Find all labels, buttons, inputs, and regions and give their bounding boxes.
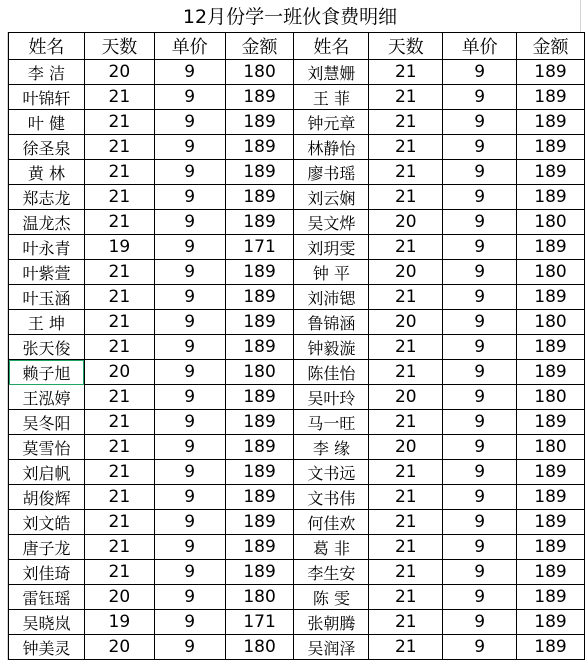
name-cell[interactable]: 陈 雯	[294, 585, 369, 610]
unit-price-cell[interactable]: 9	[443, 85, 517, 110]
days-cell[interactable]: 21	[369, 185, 443, 210]
unit-price-cell[interactable]: 9	[443, 135, 517, 160]
unit-price-cell[interactable]: 9	[443, 485, 517, 510]
amount-cell[interactable]: 189	[225, 460, 294, 485]
unit-price-cell[interactable]: 9	[443, 535, 517, 560]
amount-cell[interactable]: 189	[225, 510, 294, 535]
days-cell[interactable]: 20	[369, 260, 443, 285]
name-cell[interactable]: 叶永青	[9, 235, 85, 260]
days-cell[interactable]: 21	[84, 510, 154, 535]
amount-cell[interactable]: 189	[517, 410, 585, 435]
unit-price-cell[interactable]: 9	[154, 435, 225, 460]
name-cell[interactable]: 刘慧姗	[294, 60, 369, 85]
amount-cell[interactable]: 189	[225, 335, 294, 360]
days-cell[interactable]: 21	[369, 635, 443, 660]
unit-price-cell[interactable]: 9	[154, 635, 225, 660]
days-cell[interactable]: 21	[84, 135, 154, 160]
table-body	[9, 33, 585, 660]
unit-price-cell[interactable]: 9	[154, 235, 225, 260]
name-cell[interactable]: 李 缘	[294, 435, 369, 460]
table-row	[9, 585, 585, 610]
amount-cell[interactable]: 180	[517, 435, 585, 460]
column-header[interactable]: 金额	[517, 33, 585, 60]
sheet-title[interactable]: 12月份学一班伙食费明细	[0, 0, 581, 32]
table-row	[9, 285, 585, 310]
days-cell[interactable]: 21	[369, 235, 443, 260]
table-row	[9, 560, 585, 585]
name-cell[interactable]: 鲁锦涵	[294, 310, 369, 335]
name-cell[interactable]: 刘沛锶	[294, 285, 369, 310]
amount-cell[interactable]: 189	[517, 485, 585, 510]
column-header[interactable]: 天数	[84, 33, 154, 60]
unit-price-cell[interactable]: 9	[154, 110, 225, 135]
name-cell[interactable]: 廖书瑶	[294, 160, 369, 185]
unit-price-cell[interactable]: 9	[154, 60, 225, 85]
name-cell[interactable]: 莫雪怡	[9, 435, 85, 460]
name-cell[interactable]: 刘文皓	[9, 510, 85, 535]
amount-cell[interactable]: 171	[225, 235, 294, 260]
table-row	[9, 85, 585, 110]
amount-cell[interactable]: 189	[517, 360, 585, 385]
amount-cell[interactable]: 189	[225, 260, 294, 285]
amount-cell[interactable]: 189	[517, 635, 585, 660]
name-cell[interactable]: 叶玉涵	[9, 285, 85, 310]
days-cell[interactable]: 21	[84, 410, 154, 435]
table-row	[9, 60, 585, 85]
days-cell[interactable]: 21	[84, 560, 154, 585]
days-cell[interactable]: 20	[84, 635, 154, 660]
meal-fee-table	[8, 32, 585, 660]
days-cell[interactable]: 21	[84, 335, 154, 360]
unit-price-cell[interactable]: 9	[443, 360, 517, 385]
table-row	[9, 185, 585, 210]
table-row	[9, 260, 585, 285]
amount-cell[interactable]: 189	[225, 210, 294, 235]
days-cell[interactable]: 21	[369, 135, 443, 160]
days-cell[interactable]: 21	[84, 85, 154, 110]
name-cell[interactable]: 刘玥雯	[294, 235, 369, 260]
amount-cell[interactable]: 189	[517, 160, 585, 185]
unit-price-cell[interactable]: 9	[443, 285, 517, 310]
name-cell[interactable]: 王 坤	[9, 310, 85, 335]
unit-price-cell[interactable]: 9	[154, 585, 225, 610]
amount-cell[interactable]: 189	[517, 460, 585, 485]
days-cell[interactable]: 21	[369, 110, 443, 135]
unit-price-cell[interactable]: 9	[443, 60, 517, 85]
amount-cell[interactable]: 189	[517, 585, 585, 610]
table-row	[9, 210, 585, 235]
name-cell[interactable]: 文书伟	[294, 485, 369, 510]
unit-price-cell[interactable]: 9	[443, 160, 517, 185]
amount-cell[interactable]: 189	[517, 610, 585, 635]
days-cell[interactable]: 21	[84, 210, 154, 235]
name-cell[interactable]: 唐子龙	[9, 535, 85, 560]
amount-cell[interactable]: 189	[517, 335, 585, 360]
days-cell[interactable]: 21	[84, 160, 154, 185]
name-cell[interactable]: 钟毅漩	[294, 335, 369, 360]
days-cell[interactable]: 21	[369, 535, 443, 560]
days-cell[interactable]: 21	[369, 610, 443, 635]
name-cell[interactable]: 吴晓岚	[9, 610, 85, 635]
name-cell[interactable]: 刘云娴	[294, 185, 369, 210]
table-row	[9, 235, 585, 260]
days-cell[interactable]: 21	[369, 160, 443, 185]
table-row	[9, 310, 585, 335]
unit-price-cell[interactable]: 9	[154, 310, 225, 335]
name-cell[interactable]: 刘佳琦	[9, 560, 85, 585]
unit-price-cell[interactable]: 9	[443, 110, 517, 135]
days-cell[interactable]: 21	[84, 535, 154, 560]
unit-price-cell[interactable]: 9	[154, 485, 225, 510]
unit-price-cell[interactable]: 9	[154, 460, 225, 485]
name-cell[interactable]: 陈佳怡	[294, 360, 369, 385]
column-header[interactable]: 姓名	[294, 33, 369, 60]
row-header-gap	[0, 32, 8, 660]
name-cell[interactable]: 叶 健	[9, 110, 85, 135]
unit-price-cell[interactable]: 9	[443, 310, 517, 335]
column-header[interactable]: 单价	[154, 33, 225, 60]
days-cell[interactable]: 21	[369, 360, 443, 385]
unit-price-cell[interactable]: 9	[154, 85, 225, 110]
unit-price-cell[interactable]: 9	[443, 560, 517, 585]
table-row	[9, 410, 585, 435]
days-cell[interactable]: 19	[84, 235, 154, 260]
unit-price-cell[interactable]: 9	[154, 560, 225, 585]
table-row	[9, 135, 585, 160]
amount-cell[interactable]: 189	[225, 560, 294, 585]
unit-price-cell[interactable]: 9	[443, 435, 517, 460]
amount-cell[interactable]: 180	[517, 260, 585, 285]
days-cell[interactable]: 21	[84, 185, 154, 210]
amount-cell[interactable]: 180	[517, 210, 585, 235]
column-header[interactable]: 姓名	[9, 33, 85, 60]
column-header[interactable]: 单价	[443, 33, 517, 60]
amount-cell[interactable]: 171	[225, 610, 294, 635]
table-row	[9, 360, 585, 385]
days-cell[interactable]: 20	[369, 210, 443, 235]
name-cell[interactable]: 张天俊	[9, 335, 85, 360]
days-cell[interactable]: 21	[84, 460, 154, 485]
amount-cell[interactable]: 189	[225, 410, 294, 435]
unit-price-cell[interactable]: 9	[443, 635, 517, 660]
table-row	[9, 435, 585, 460]
amount-cell[interactable]: 189	[517, 110, 585, 135]
days-cell[interactable]: 21	[369, 485, 443, 510]
days-cell[interactable]: 20	[84, 585, 154, 610]
name-cell[interactable]: 吴润泽	[294, 635, 369, 660]
column-header[interactable]: 金额	[225, 33, 294, 60]
amount-cell[interactable]: 180	[225, 585, 294, 610]
name-cell[interactable]: 文书远	[294, 460, 369, 485]
table-row	[9, 385, 585, 410]
name-cell[interactable]: 钟元章	[294, 110, 369, 135]
days-cell[interactable]: 20	[84, 360, 154, 385]
amount-cell[interactable]: 180	[225, 635, 294, 660]
table-row	[9, 460, 585, 485]
days-cell[interactable]: 20	[84, 60, 154, 85]
name-cell[interactable]: 徐圣泉	[9, 135, 85, 160]
name-cell[interactable]: 王 菲	[294, 85, 369, 110]
unit-price-cell[interactable]: 9	[154, 385, 225, 410]
amount-cell[interactable]: 189	[225, 160, 294, 185]
unit-price-cell[interactable]: 9	[154, 210, 225, 235]
amount-cell[interactable]: 189	[517, 285, 585, 310]
amount-cell[interactable]: 189	[517, 185, 585, 210]
amount-cell[interactable]: 189	[517, 560, 585, 585]
name-cell[interactable]: 叶锦轩	[9, 85, 85, 110]
days-cell[interactable]: 21	[84, 285, 154, 310]
name-cell[interactable]: 马一旺	[294, 410, 369, 435]
unit-price-cell[interactable]: 9	[443, 335, 517, 360]
amount-cell[interactable]: 189	[225, 385, 294, 410]
unit-price-cell[interactable]: 9	[443, 235, 517, 260]
header-row	[9, 33, 585, 60]
days-cell[interactable]: 21	[84, 385, 154, 410]
unit-price-cell[interactable]: 9	[443, 460, 517, 485]
name-cell[interactable]: 林静怡	[294, 135, 369, 160]
table-row	[9, 535, 585, 560]
unit-price-cell[interactable]: 9	[154, 360, 225, 385]
days-cell[interactable]: 20	[369, 310, 443, 335]
days-cell[interactable]: 21	[369, 285, 443, 310]
days-cell[interactable]: 20	[369, 435, 443, 460]
name-cell[interactable]: 黄 林	[9, 160, 85, 185]
amount-cell[interactable]: 189	[517, 135, 585, 160]
table-row	[9, 160, 585, 185]
days-cell[interactable]: 21	[369, 335, 443, 360]
amount-cell[interactable]: 189	[225, 485, 294, 510]
unit-price-cell[interactable]: 9	[443, 260, 517, 285]
unit-price-cell[interactable]: 9	[154, 185, 225, 210]
amount-cell[interactable]: 189	[517, 535, 585, 560]
name-cell[interactable]: 雷钰瑶	[9, 585, 85, 610]
unit-price-cell[interactable]: 9	[443, 210, 517, 235]
days-cell[interactable]: 21	[84, 260, 154, 285]
days-cell[interactable]: 21	[84, 310, 154, 335]
unit-price-cell[interactable]: 9	[154, 335, 225, 360]
days-cell[interactable]: 21	[84, 110, 154, 135]
amount-cell[interactable]: 189	[517, 85, 585, 110]
name-cell[interactable]: 温龙杰	[9, 210, 85, 235]
unit-price-cell[interactable]: 9	[154, 410, 225, 435]
unit-price-cell[interactable]: 9	[154, 260, 225, 285]
days-cell[interactable]: 21	[369, 510, 443, 535]
amount-cell[interactable]: 189	[225, 535, 294, 560]
table-row	[9, 610, 585, 635]
days-cell[interactable]: 19	[84, 610, 154, 635]
amount-cell[interactable]: 189	[517, 235, 585, 260]
amount-cell[interactable]: 180	[225, 60, 294, 85]
name-cell[interactable]: 叶紫萱	[9, 260, 85, 285]
unit-price-cell[interactable]: 9	[443, 585, 517, 610]
name-cell[interactable]: 何佳欢	[294, 510, 369, 535]
unit-price-cell[interactable]: 9	[154, 285, 225, 310]
table-row	[9, 635, 585, 660]
unit-price-cell[interactable]: 9	[154, 510, 225, 535]
unit-price-cell[interactable]: 9	[154, 160, 225, 185]
amount-cell[interactable]: 180	[517, 385, 585, 410]
amount-cell[interactable]: 189	[225, 85, 294, 110]
unit-price-cell[interactable]: 9	[154, 610, 225, 635]
name-cell[interactable]: 吴文烨	[294, 210, 369, 235]
name-cell[interactable]: 钟 平	[294, 260, 369, 285]
days-cell[interactable]: 21	[369, 85, 443, 110]
unit-price-cell[interactable]: 9	[154, 135, 225, 160]
name-cell[interactable]: 张朝腾	[294, 610, 369, 635]
amount-cell[interactable]: 189	[517, 60, 585, 85]
name-cell[interactable]: 葛 非	[294, 535, 369, 560]
name-cell[interactable]: 吴叶玲	[294, 385, 369, 410]
days-cell[interactable]: 20	[369, 385, 443, 410]
amount-cell[interactable]: 189	[225, 135, 294, 160]
amount-cell[interactable]: 189	[517, 510, 585, 535]
table-row	[9, 110, 585, 135]
name-cell[interactable]: 郑志龙	[9, 185, 85, 210]
name-cell[interactable]: 钟美灵	[9, 635, 85, 660]
unit-price-cell[interactable]: 9	[443, 410, 517, 435]
amount-cell[interactable]: 189	[225, 310, 294, 335]
unit-price-cell[interactable]: 9	[154, 535, 225, 560]
table-row	[9, 485, 585, 510]
unit-price-cell[interactable]: 9	[443, 385, 517, 410]
name-cell[interactable]: 赖子旭	[9, 360, 85, 385]
days-cell[interactable]: 21	[369, 460, 443, 485]
days-cell[interactable]: 21	[84, 435, 154, 460]
amount-cell[interactable]: 189	[225, 285, 294, 310]
days-cell[interactable]: 21	[369, 585, 443, 610]
days-cell[interactable]: 21	[369, 560, 443, 585]
name-cell[interactable]: 王泓婷	[9, 385, 85, 410]
table-row	[9, 510, 585, 535]
amount-cell[interactable]: 189	[225, 185, 294, 210]
amount-cell[interactable]: 189	[225, 435, 294, 460]
amount-cell[interactable]: 180	[517, 310, 585, 335]
name-cell[interactable]: 李 洁	[9, 60, 85, 85]
unit-price-cell[interactable]: 9	[443, 185, 517, 210]
name-cell[interactable]: 吴冬阳	[9, 410, 85, 435]
amount-cell[interactable]: 180	[225, 360, 294, 385]
unit-price-cell[interactable]: 9	[443, 610, 517, 635]
name-cell[interactable]: 胡俊辉	[9, 485, 85, 510]
name-cell[interactable]: 李生安	[294, 560, 369, 585]
days-cell[interactable]: 21	[369, 410, 443, 435]
amount-cell[interactable]: 189	[225, 110, 294, 135]
days-cell[interactable]: 21	[84, 485, 154, 510]
table-row	[9, 335, 585, 360]
name-cell[interactable]: 刘启帆	[9, 460, 85, 485]
column-header[interactable]: 天数	[369, 33, 443, 60]
unit-price-cell[interactable]: 9	[443, 510, 517, 535]
days-cell[interactable]: 21	[369, 60, 443, 85]
